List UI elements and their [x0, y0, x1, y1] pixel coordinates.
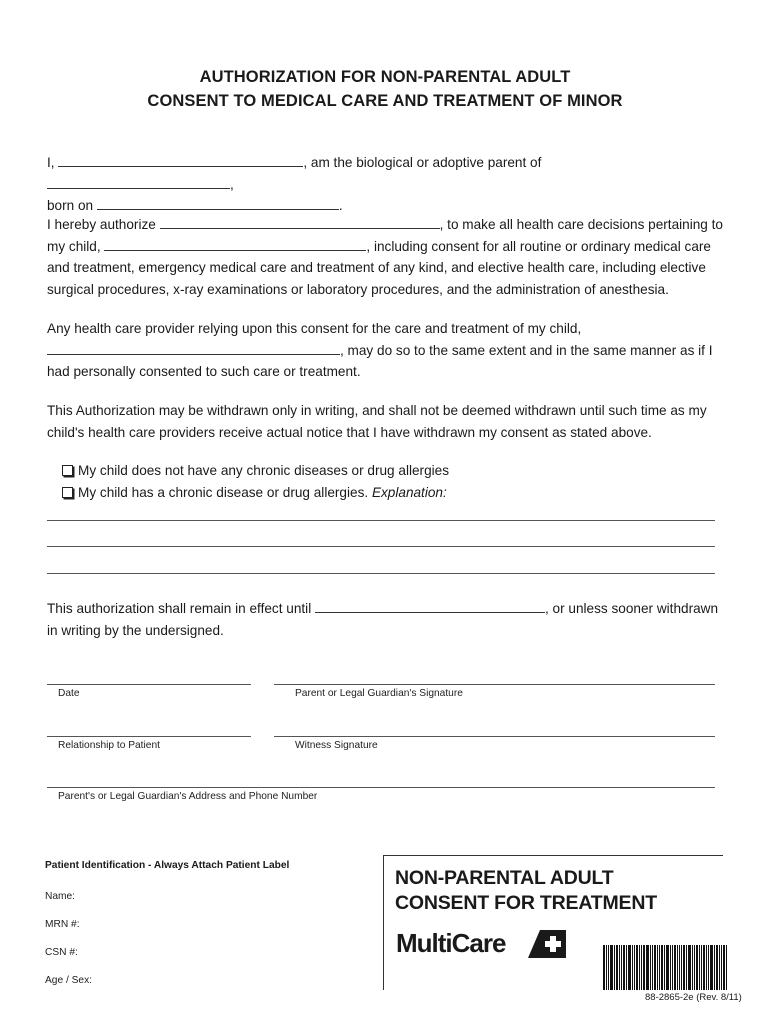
- authorization-text: surgical procedures, x-ray examinations or laboratory procedures, and the administration of anesthesia.: [47, 281, 669, 297]
- barcode-bar: [692, 945, 693, 990]
- barcode-bar: [636, 945, 638, 990]
- checkbox-has-chronic[interactable]: [62, 487, 73, 498]
- checkbox-row-has-chronic[interactable]: [62, 485, 447, 500]
- explanation-label: Explanation:: [371, 485, 447, 500]
- barcode-bar: [606, 945, 607, 990]
- checkbox-label: My child has a chronic disease or drug allergies.: [78, 485, 369, 500]
- reliance-paragraph: [47, 318, 727, 383]
- checkbox-no-chronic[interactable]: [62, 465, 73, 476]
- form-box-title-line2: CONSENT FOR TREATMENT: [395, 892, 657, 914]
- guardian-signature-line[interactable]: [274, 684, 715, 685]
- form-number: 88-2865-2e (Rev. 8/11): [645, 992, 742, 1003]
- checkbox-label: My child does not have any chronic diseases or drug allergies: [78, 463, 450, 478]
- barcode-bar: [721, 945, 722, 990]
- authorization-text: and treatment, emergency medical care and treatment of any kind, and elective health care, including elective: [47, 260, 706, 275]
- parent-statement: [47, 152, 727, 217]
- authorization-text: , to make all health care decisions pertaining to: [439, 217, 723, 232]
- reliance-text: Any health care provider relying upon this consent for the care and treatment of my child,: [47, 321, 582, 336]
- csn-label: CSN #:: [45, 947, 78, 958]
- authorized-adult-field[interactable]: [160, 215, 440, 229]
- barcode-bar: [674, 945, 676, 990]
- barcode-bar: [710, 945, 713, 990]
- authorization-text: my child,: [47, 238, 101, 254]
- patient-name-label: Name:: [45, 891, 76, 902]
- barcode-bar: [621, 945, 622, 990]
- reliance-text: had personally consented to such care or treatment.: [47, 364, 361, 379]
- barcode-bar: [619, 945, 620, 990]
- barcode-bar: [654, 945, 656, 990]
- barcode-bar: [632, 945, 633, 990]
- checkbox-row-no-chronic[interactable]: [62, 463, 449, 478]
- barcode-bar: [708, 945, 709, 990]
- barcode-bar: [681, 945, 682, 990]
- birth-date-field[interactable]: [97, 196, 339, 210]
- barcode-bar: [643, 945, 645, 990]
- barcode-bar: [650, 945, 651, 990]
- duration-text: in writing by the undersigned.: [47, 622, 224, 638]
- barcode-bar: [659, 945, 660, 990]
- parent-statement-text: , am the biological or adoptive parent of: [303, 155, 542, 170]
- barcode-bar: [679, 945, 680, 990]
- multicare-logo-text: MultiCare: [396, 928, 506, 958]
- barcode-bar: [716, 945, 718, 990]
- date-label: Date: [58, 688, 80, 699]
- authorization-paragraph: [47, 214, 727, 300]
- authorization-text: I hereby authorize: [47, 217, 156, 232]
- barcode-bar: [714, 945, 715, 990]
- barcode-bar: [657, 945, 658, 990]
- multicare-logo-icon: [528, 930, 566, 958]
- barcode-bar: [614, 945, 615, 990]
- witness-signature-label: Witness Signature: [295, 740, 378, 751]
- withdrawal-text: child's health care providers receive actual notice that I have withdrawn my consent as stated above.: [47, 424, 652, 440]
- explanation-line[interactable]: [47, 546, 715, 547]
- barcode-bar: [672, 945, 673, 990]
- witness-signature-line[interactable]: [274, 736, 715, 737]
- barcode-bar: [694, 945, 695, 990]
- barcode-bar: [628, 945, 631, 990]
- address-line[interactable]: [47, 787, 715, 788]
- relationship-label: Relationship to Patient: [58, 740, 160, 751]
- barcode-bar: [608, 945, 609, 990]
- reliance-text: , may do so to the same extent and in the same manner as if I: [340, 342, 713, 358]
- form-title-line1: AUTHORIZATION FOR NON-PARENTAL ADULT: [199, 68, 571, 86]
- barcode-bar: [677, 945, 678, 990]
- child-name-field[interactable]: [47, 175, 230, 189]
- barcode-bar: [696, 945, 698, 990]
- barcode-bar: [610, 945, 613, 990]
- explanation-line[interactable]: [47, 520, 715, 521]
- address-phone-label: Parent's or Legal Guardian's Address and Phone Number: [58, 791, 318, 802]
- withdrawal-paragraph: [47, 400, 727, 443]
- relationship-line[interactable]: [47, 736, 251, 737]
- withdrawal-text: This Authorization may be withdrawn only in writing, and shall not be deemed withdrawn until such time as my: [47, 403, 707, 418]
- parent-statement-text: born on: [47, 198, 94, 213]
- barcode-bar: [719, 945, 720, 990]
- mrn-label: MRN #:: [45, 919, 80, 930]
- parent-statement-text: I,: [47, 155, 55, 170]
- barcode-bar: [623, 945, 625, 990]
- barcode-bar: [726, 945, 727, 990]
- barcode-bar: [670, 945, 671, 990]
- barcode-bar: [634, 945, 635, 990]
- age-sex-label: Age / Sex:: [45, 975, 93, 986]
- duration-text: , or unless sooner withdrawn: [545, 601, 719, 616]
- barcode-bar: [626, 945, 627, 990]
- end-date-field[interactable]: [315, 599, 545, 613]
- form-box-top-border: [383, 855, 723, 856]
- duration-paragraph: [47, 598, 727, 641]
- barcode-bar: [661, 945, 663, 990]
- patient-id-heading: Patient Identification - Always Attach Patient Label: [45, 860, 290, 871]
- form-box-title-line1: NON-PARENTAL ADULT: [395, 867, 614, 889]
- barcode-bar: [701, 945, 702, 990]
- barcode-bar: [652, 945, 653, 990]
- guardian-signature-label: Parent or Legal Guardian's Signature: [295, 688, 463, 699]
- child-name-field-2[interactable]: [104, 237, 366, 251]
- barcode-bar: [639, 945, 640, 990]
- parent-name-field[interactable]: [58, 153, 303, 167]
- barcode-bar: [703, 945, 705, 990]
- barcode-bar: [664, 945, 665, 990]
- barcode: [603, 945, 738, 990]
- barcode-bar: [723, 945, 725, 990]
- barcode-bar: [641, 945, 642, 990]
- barcode-bar: [688, 945, 691, 990]
- form-title-line2: CONSENT TO MEDICAL CARE AND TREATMENT OF MINOR: [147, 92, 623, 110]
- form-box-title: [395, 866, 657, 916]
- barcode-bar: [699, 945, 700, 990]
- duration-text: This authorization shall remain in effect until: [47, 601, 312, 616]
- barcode-bar: [616, 945, 618, 990]
- date-line[interactable]: [47, 684, 251, 685]
- barcode-bar: [706, 945, 707, 990]
- authorization-text: , including consent for all routine or ordinary medical care: [366, 238, 711, 254]
- form-box-divider: [383, 855, 384, 990]
- barcode-bar: [686, 945, 687, 990]
- parent-statement-text: ,: [230, 176, 234, 192]
- parent-statement-text: .: [338, 198, 343, 213]
- explanation-line[interactable]: [47, 573, 715, 574]
- barcode-bar: [683, 945, 685, 990]
- child-name-field-3[interactable]: [47, 341, 340, 355]
- barcode-bar: [666, 945, 669, 990]
- barcode-bar: [603, 945, 605, 990]
- barcode-bar: [646, 945, 649, 990]
